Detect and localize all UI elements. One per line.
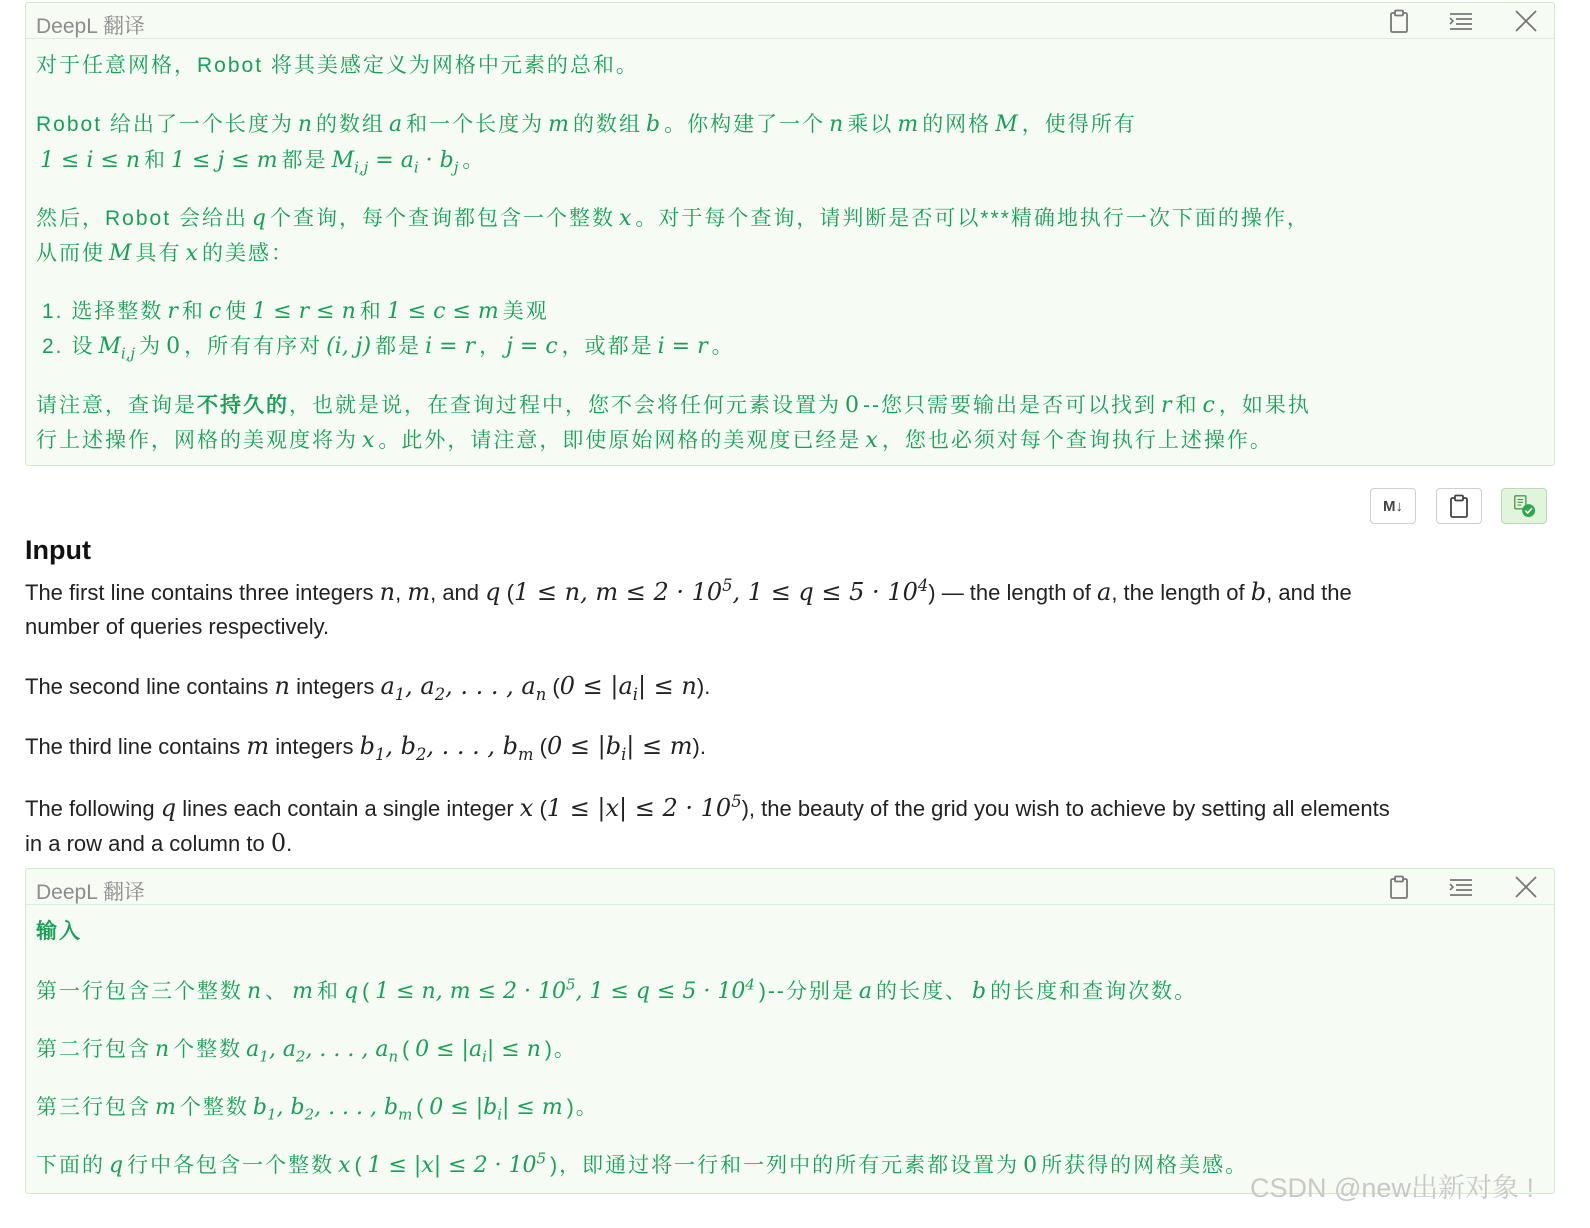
translation-input-line-4: 下面的 q 行中各包含一个整数 x ( $1 \le |x| \le 2 \cdot 10^5$ )，即通过将一行和一列中的所有元素都设置为 0 所获得的网格美感。 <box>36 1149 1249 1178</box>
translate-check-icon <box>1512 493 1536 519</box>
clipboard-icon[interactable] <box>1386 874 1412 900</box>
deepl-translation-panel-statement <box>25 2 1555 466</box>
translation-paragraph-3-line-1: 然后，Robot 会给出 q 个查询，每个查询都包含一个整数 x 。对于每个查询，请判断是否可以***精确地执行一次下面的操作， <box>36 206 1310 231</box>
input-line-4: The third line contains m integers $b_1$, $b_2$, . . . , $b_m$ $(0 \le |b_i| \le m)$. <box>25 732 706 764</box>
copy-button[interactable] <box>1436 488 1482 524</box>
translation-input-line-2: 第二行包含 n 个整数 $a_1$, $a_2$, . . . , $a_n$ ( $0 \le |a_i| \le n$ )。 <box>36 1037 577 1066</box>
menu-lines-icon[interactable] <box>1448 8 1474 34</box>
translation-paragraph-1: 对于任意网格，Robot 将其美感定义为网格中元素的总和。 <box>36 54 639 77</box>
translation-paragraph-3-line-2: 从而使 M 具有 x 的美感： <box>36 241 294 266</box>
translation-list-item-1: 1. 选择整数 r 和 c 使 1 ≤ r ≤ n 和 1 ≤ c ≤ m 美观 <box>42 299 549 324</box>
translation-list-item-2: 2. 设 $M_{i,j}$ 为 0 ，所有有序对 (i, j) 都是 i = r ， j = c ，或都是 i = r 。 <box>42 334 735 363</box>
close-icon[interactable] <box>1513 874 1539 900</box>
watermark: CSDN @new出新对象 ! <box>1250 1173 1534 1203</box>
input-line-1: The first line contains three integers n, m, and q (1 ≤ n, $m \le 2 \cdot 10^5$, $1 \le q \le 5 \cdot 10^4$) — the length of a, the length of b, and the <box>25 576 1352 606</box>
translation-input-line-3: 第三行包含 m 个整数 $b_1$, $b_2$, . . . , $b_m$ ( $0 \le |b_i| \le m$ )。 <box>36 1095 599 1124</box>
clipboard-icon <box>1447 493 1471 519</box>
close-icon[interactable] <box>1513 8 1539 34</box>
deepl-translation-panel-input <box>25 868 1555 1194</box>
translation-input-line-1: 第一行包含三个整数 n 、 m 和 q ( 1 ≤ n, $m \le 2 \cdot 10^5$, $1 \le q \le 5 \cdot 10^4$ )--分别是 a 的长度、 b 的长度和查询次数。 <box>36 975 1198 1004</box>
input-line-5: The following q lines each contain a single integer x $(1 \le |x| \le 2 \cdot 10^5)$, the beauty of the grid you wish to achieve by setting all elements <box>25 792 1390 822</box>
panel-title: DeepL 翻译 <box>36 881 145 904</box>
clipboard-icon[interactable] <box>1386 8 1412 34</box>
translation-paragraph-4-line-2: 行上述操作，网格的美观度将为 x 。此外，请注意，即使原始网格的美观度已经是 x ，您也必须对每个查询执行上述操作。 <box>36 428 1273 453</box>
markdown-button[interactable] <box>1370 488 1416 524</box>
translate-button[interactable] <box>1501 488 1547 524</box>
translation-paragraph-2-line-2: 1 ≤ i ≤ n 和 1 ≤ j ≤ m 都是 $M_{i,j} = a_i \cdot b_j$ 。 <box>40 148 486 177</box>
input-line-6: in a row and a column to 0. <box>25 829 293 857</box>
panel-title: DeepL 翻译 <box>36 15 145 38</box>
input-line-3: The second line contains n integers $a_1$, $a_2$, . . . , $a_n$ $(0 \le |a_i| \le n)$. <box>25 672 711 704</box>
markdown-icon: M↓ <box>1383 497 1403 515</box>
translation-paragraph-2-line-1: Robot 给出了一个长度为 n 的数组 a 和一个长度为 m 的数组 b 。你构建了一个 n 乘以 m 的网格 M ，使得所有 <box>36 112 1137 137</box>
panel-header <box>26 869 1554 905</box>
translation-heading: 输入 <box>36 920 82 943</box>
panel-header <box>26 3 1554 39</box>
translation-paragraph-4-line-1: 请注意，查询是不持久的，也就是说，在查询过程中，您不会将任何元素设置为 0 --您只需要输出是否可以找到 r 和 c ，如果执 <box>36 393 1311 418</box>
menu-lines-icon[interactable] <box>1448 874 1474 900</box>
input-heading: Input <box>25 535 91 565</box>
input-line-2: number of queries respectively. <box>25 614 330 639</box>
